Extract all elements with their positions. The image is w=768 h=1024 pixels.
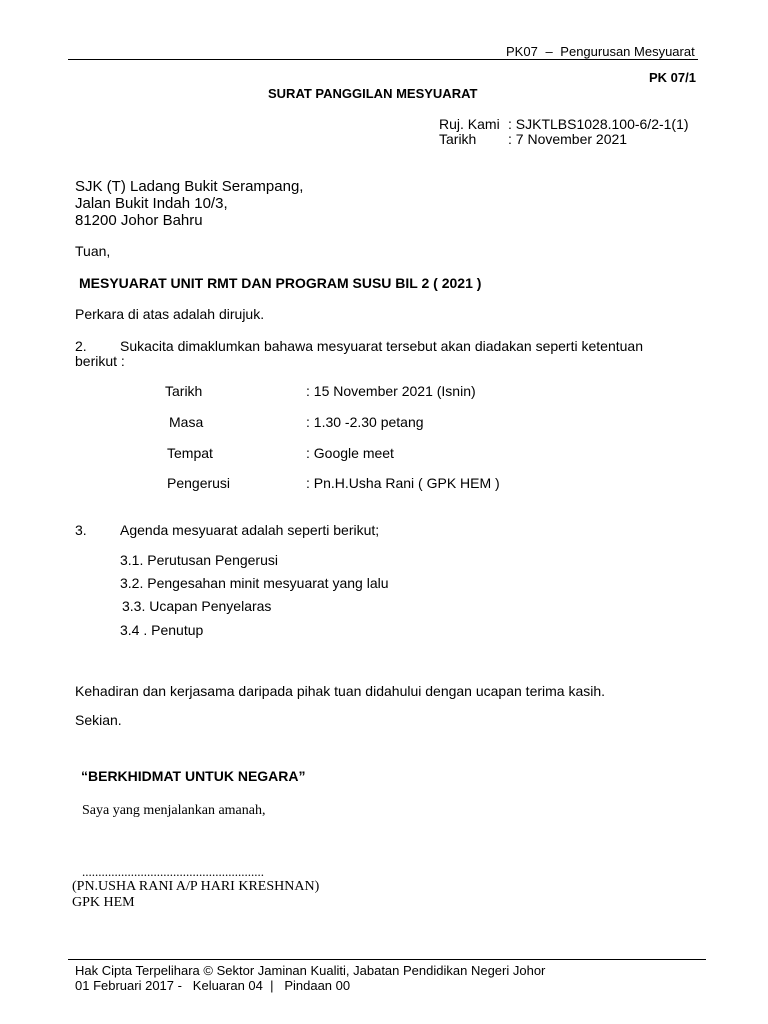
detail-time-value: : 1.30 -2.30 petang bbox=[306, 414, 424, 430]
detail-date-label: Tarikh bbox=[165, 383, 203, 399]
subject-heading: MESYUARAT UNIT RMT DAN PROGRAM SUSU BIL 2 ( 2021 ) bbox=[79, 275, 482, 291]
trust-line: Saya yang menjalankan amanah, bbox=[82, 803, 266, 818]
form-number: PK 07/1 bbox=[649, 70, 696, 85]
letter-title: SURAT PANGGILAN MESYUARAT bbox=[268, 86, 478, 101]
header-code: PK07 bbox=[506, 44, 538, 59]
detail-chair-label: Pengerusi bbox=[167, 475, 231, 491]
signer-name: (PN.USHA RANI A/P HARI KRESHNAN) bbox=[72, 879, 320, 894]
closing-thanks: Kehadiran dan kerjasama daripada pihak tuan didahului dengan ucapan terima kasih. bbox=[75, 683, 606, 699]
header-dash: – bbox=[545, 44, 553, 59]
detail-venue-label: Tempat bbox=[167, 445, 213, 461]
agenda-item: 3.1. Perutusan Pengerusi bbox=[120, 552, 278, 568]
agenda-item: 3.3. Ucapan Penyelaras bbox=[122, 598, 272, 614]
address-line-1: SJK (T) Ladang Bukit Serampang, bbox=[75, 178, 304, 195]
agenda-item: 3.2. Pengesahan minit mesyuarat yang lalu bbox=[120, 575, 389, 591]
para-3-text: Agenda mesyuarat adalah seperti berikut; bbox=[120, 522, 380, 538]
signature-line: ........................................................ bbox=[82, 864, 264, 879]
footer-rule bbox=[68, 959, 706, 960]
motto: “BERKHIDMAT UNTUK NEGARA” bbox=[81, 768, 306, 784]
ref-date-label: Tarikh bbox=[439, 131, 477, 147]
header-rule bbox=[68, 59, 698, 60]
closing-sekian: Sekian. bbox=[75, 712, 122, 728]
header-doc-code bbox=[506, 44, 695, 59]
footer-version: 01 Februari 2017 - Keluaran 04 | Pindaan 00 bbox=[75, 978, 351, 993]
ref-date-value: : 7 November 2021 bbox=[508, 131, 628, 147]
agenda-item: 3.4 . Penutup bbox=[120, 622, 204, 638]
detail-time-label: Masa bbox=[169, 414, 204, 430]
para-2-line-2: berikut : bbox=[75, 353, 125, 369]
signer-title: GPK HEM bbox=[72, 895, 135, 910]
para-1: Perkara di atas adalah dirujuk. bbox=[75, 306, 265, 322]
para-3-number: 3. bbox=[75, 522, 87, 538]
ref-ruj-label: Ruj. Kami bbox=[439, 116, 500, 132]
address-line-3: 81200 Johor Bahru bbox=[75, 212, 203, 229]
salutation: Tuan, bbox=[75, 243, 111, 259]
header-section: Pengurusan Mesyuarat bbox=[560, 44, 695, 59]
detail-date-value: : 15 November 2021 (Isnin) bbox=[306, 383, 476, 399]
detail-venue-value: : Google meet bbox=[306, 445, 394, 461]
address-line-2: Jalan Bukit Indah 10/3, bbox=[75, 195, 228, 212]
ref-ruj-value: : SJKTLBS1028.100-6/2-1(1) bbox=[508, 116, 689, 132]
para-2-number: 2. bbox=[75, 338, 87, 354]
detail-chair-value: : Pn.H.Usha Rani ( GPK HEM ) bbox=[306, 475, 500, 491]
footer-copyright: Hak Cipta Terpelihara © Sektor Jaminan Kualiti, Jabatan Pendidikan Negeri Johor bbox=[75, 963, 546, 978]
para-2-line-1: Sukacita dimaklumkan bahawa mesyuarat tersebut akan diadakan seperti ketentuan bbox=[120, 338, 643, 354]
